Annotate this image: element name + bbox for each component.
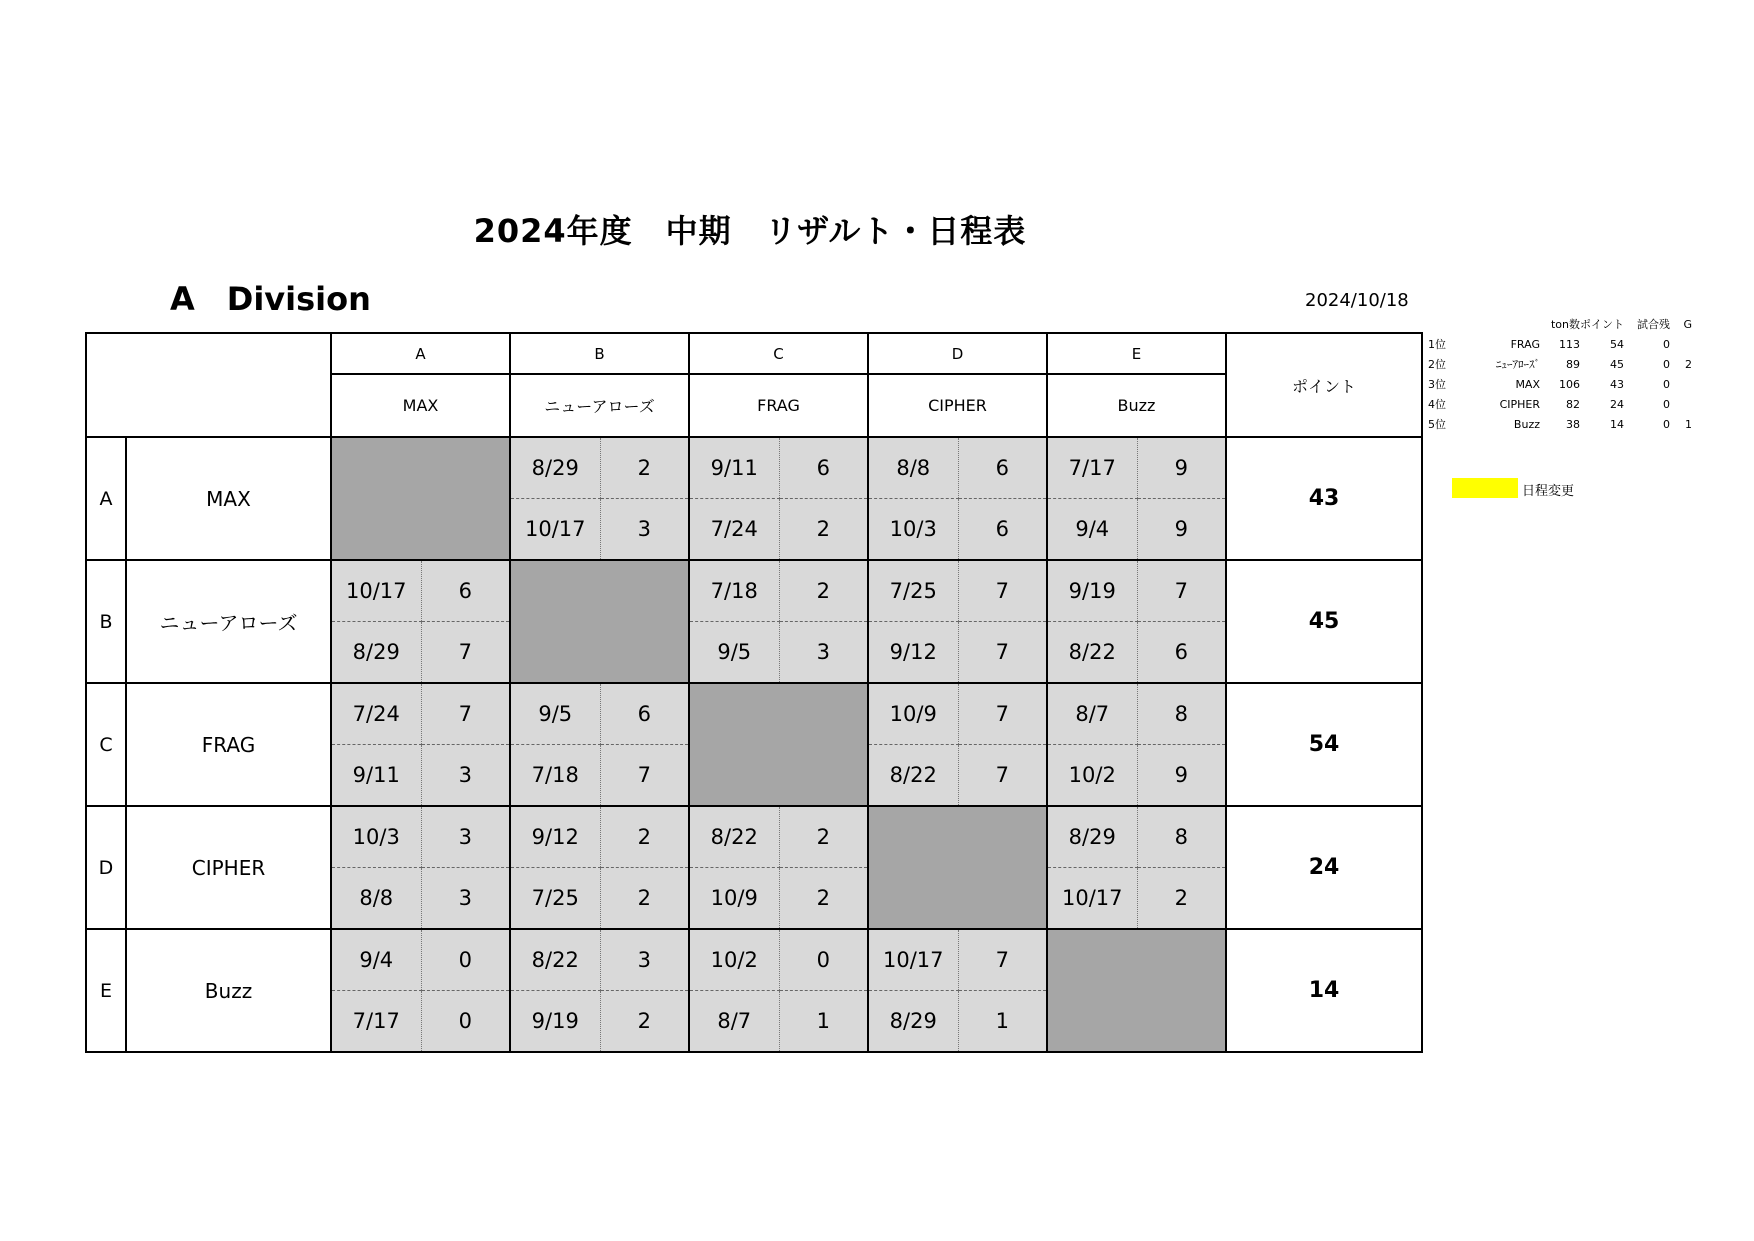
column-letter-a: A [331,333,510,374]
team-points: 24 [1226,806,1422,929]
match-score: 2 [600,991,689,1053]
division-title: A Division [170,280,371,318]
match-date: 7/18 [510,745,600,807]
match-score: 0 [421,991,510,1053]
report-date: 2024/10/18 [1305,290,1409,311]
match-date: 7/24 [689,499,779,561]
match-score: 6 [600,683,689,745]
match-score: 7 [958,622,1047,684]
match-score: 6 [958,437,1047,499]
match-score: 3 [600,499,689,561]
column-letter-b: B [510,333,689,374]
ranking-remaining: 0 [1663,397,1670,411]
ranking-ton: 82 [1566,397,1580,411]
team-points: 43 [1226,437,1422,560]
ranking-g: 1 [1685,417,1692,431]
match-date: 7/25 [868,560,958,622]
match-date: 8/22 [689,806,779,868]
match-score: 9 [1137,745,1226,807]
ranking-position: 2位 [1428,358,1446,371]
ranking-points: 14 [1610,417,1624,431]
row-team-name: ニューアローズ [126,560,331,683]
ranking-row [1428,334,1692,354]
match-date: 10/3 [868,499,958,561]
match-score: 8 [1137,806,1226,868]
match-score: 7 [600,745,689,807]
match-date: 8/29 [1047,806,1137,868]
match-score: 2 [779,806,868,868]
match-score: 9 [1137,499,1226,561]
match-score: 3 [421,806,510,868]
row-letter: E [86,929,126,1052]
match-date: 8/29 [331,622,421,684]
ranking-position: 4位 [1428,398,1446,411]
team-row [86,437,1422,499]
ranking-header-points: ポイント [1580,318,1624,331]
row-team-name: CIPHER [126,806,331,929]
ranking-team: Buzz [1513,417,1540,431]
ranking-row [1428,374,1692,394]
team-row [86,560,1422,622]
ranking-position: 1位 [1428,338,1446,351]
ranking-team: ﾆｭｰｱﾛｰｽﾞ [1496,358,1540,371]
header-corner [86,333,331,437]
row-letter: A [86,437,126,560]
match-date: 10/2 [689,929,779,991]
ranking-table [1428,314,1692,434]
match-date: 9/5 [510,683,600,745]
ranking-header-ton: ton数 [1550,318,1580,331]
match-score: 2 [779,560,868,622]
match-date: 10/9 [868,683,958,745]
match-date: 8/29 [868,991,958,1053]
ranking-ton: 106 [1559,377,1580,391]
match-date: 10/17 [510,499,600,561]
match-date: 9/4 [331,929,421,991]
match-score: 1 [958,991,1047,1053]
match-date: 8/29 [510,437,600,499]
ranking-team: MAX [1515,377,1540,391]
page-title: 2024年度 中期 リザルト・日程表 [473,212,1027,250]
column-team-name: MAX [331,374,510,437]
self-match-blank [331,437,510,560]
match-score: 3 [779,622,868,684]
team-row [86,929,1422,991]
match-score: 2 [1137,868,1226,930]
match-date: 8/22 [868,745,958,807]
match-date: 9/4 [1047,499,1137,561]
ranking-g [1670,374,1692,394]
column-team-name: CIPHER [868,374,1047,437]
column-letter-c: C [689,333,868,374]
match-date: 7/17 [331,991,421,1053]
team-points: 45 [1226,560,1422,683]
match-date: 9/5 [689,622,779,684]
match-score: 7 [958,683,1047,745]
match-score: 6 [421,560,510,622]
ranking-points: 45 [1610,357,1624,371]
match-date: 7/24 [331,683,421,745]
team-row [86,683,1422,745]
match-date: 8/8 [331,868,421,930]
row-letter: B [86,560,126,683]
match-date: 7/17 [1047,437,1137,499]
row-letter: D [86,806,126,929]
match-score: 7 [958,745,1047,807]
ranking-remaining: 0 [1663,417,1670,431]
self-match-blank [510,560,689,683]
column-team-name: Buzz [1047,374,1226,437]
match-score: 3 [421,868,510,930]
ranking-remaining: 0 [1663,337,1670,351]
match-score: 7 [958,929,1047,991]
column-team-name: ニューアローズ [510,374,689,437]
header-row-letters [86,333,1422,374]
match-date: 10/17 [1047,868,1137,930]
points-header: ポイント [1226,333,1422,437]
match-date: 9/19 [1047,560,1137,622]
column-letter-e: E [1047,333,1226,374]
ranking-row [1428,394,1692,414]
match-date: 10/17 [868,929,958,991]
team-row [86,806,1422,868]
match-score: 7 [958,560,1047,622]
team-points: 14 [1226,929,1422,1052]
match-score: 9 [1137,437,1226,499]
ranking-g [1670,394,1692,414]
match-score: 3 [421,745,510,807]
match-score: 1 [779,991,868,1053]
ranking-header-remaining: 試合残 [1637,318,1670,331]
match-score: 7 [421,622,510,684]
match-score: 0 [779,929,868,991]
row-team-name: FRAG [126,683,331,806]
match-date: 9/19 [510,991,600,1053]
match-date: 8/7 [689,991,779,1053]
match-date: 9/12 [868,622,958,684]
match-score: 7 [421,683,510,745]
match-date: 10/2 [1047,745,1137,807]
ranking-position: 5位 [1428,418,1446,431]
row-team-name: MAX [126,437,331,560]
schedule-change-swatch [1452,478,1518,498]
row-letter: C [86,683,126,806]
ranking-ton: 38 [1566,417,1580,431]
team-points: 54 [1226,683,1422,806]
match-date: 8/8 [868,437,958,499]
ranking-remaining: 0 [1663,357,1670,371]
match-date: 7/25 [510,868,600,930]
ranking-ton: 89 [1566,357,1580,371]
ranking-g: 2 [1685,357,1692,371]
ranking-row [1428,414,1692,434]
league-table [85,332,1423,1053]
match-score: 2 [600,806,689,868]
ranking-points: 54 [1610,337,1624,351]
match-score: 2 [779,499,868,561]
match-score: 0 [421,929,510,991]
match-score: 3 [600,929,689,991]
match-date: 8/7 [1047,683,1137,745]
row-team-name: Buzz [126,929,331,1052]
ranking-team: FRAG [1510,337,1540,351]
match-date: 7/18 [689,560,779,622]
self-match-blank [868,806,1047,929]
ranking-points: 24 [1610,397,1624,411]
ranking-row [1428,354,1692,374]
schedule-change-legend-label: 日程変更 [1522,484,1575,499]
ranking-position: 3位 [1428,378,1446,391]
match-score: 2 [600,437,689,499]
ranking-team: CIPHER [1499,397,1540,411]
self-match-blank [1047,929,1226,1052]
match-date: 10/17 [331,560,421,622]
match-score: 8 [1137,683,1226,745]
match-score: 6 [779,437,868,499]
match-date: 10/9 [689,868,779,930]
match-date: 8/22 [510,929,600,991]
match-date: 9/12 [510,806,600,868]
self-match-blank [689,683,868,806]
match-date: 9/11 [331,745,421,807]
ranking-g [1670,334,1692,354]
column-letter-d: D [868,333,1047,374]
ranking-remaining: 0 [1663,377,1670,391]
match-score: 6 [1137,622,1226,684]
match-date: 9/11 [689,437,779,499]
ranking-header-g: G [1683,317,1692,331]
match-score: 6 [958,499,1047,561]
column-team-name: FRAG [689,374,868,437]
match-score: 2 [600,868,689,930]
match-date: 8/22 [1047,622,1137,684]
ranking-ton: 113 [1559,337,1580,351]
match-score: 7 [1137,560,1226,622]
match-score: 2 [779,868,868,930]
ranking-points: 43 [1610,377,1624,391]
match-date: 10/3 [331,806,421,868]
